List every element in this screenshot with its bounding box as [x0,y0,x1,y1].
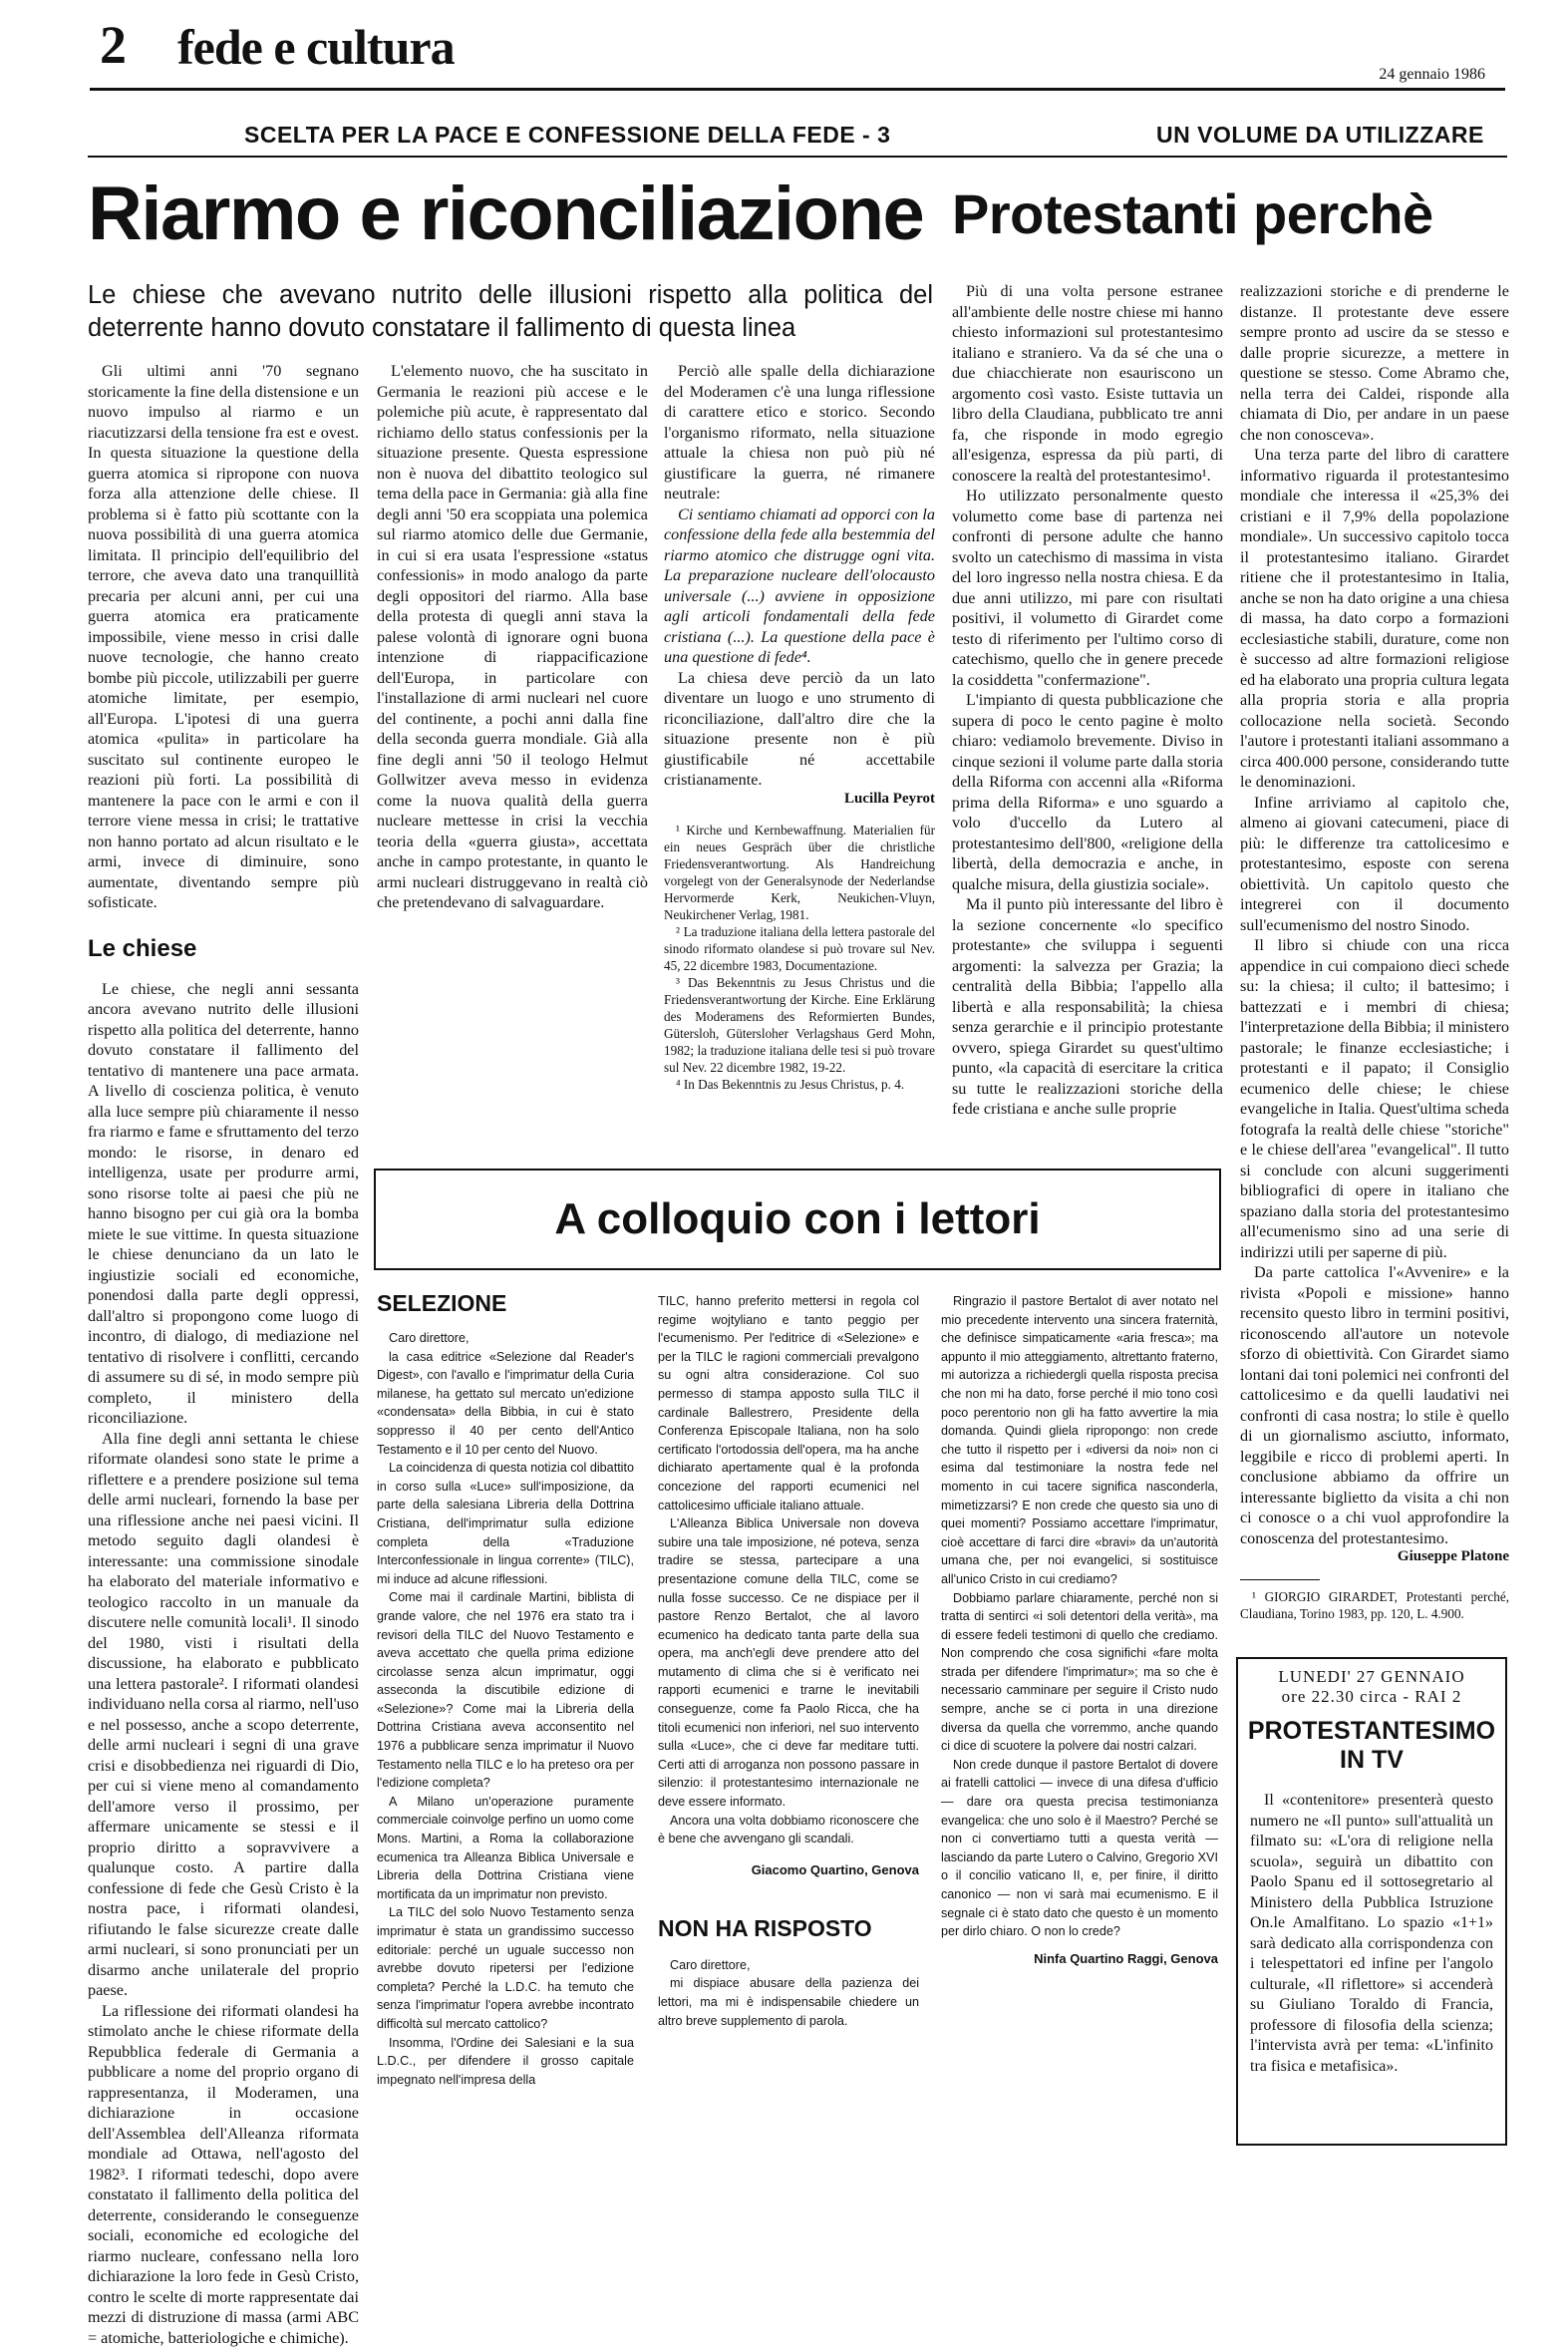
article1-subtitle: Le chiese che avevano nutrito delle illusioni rispetto alla politica del deterrente hanno dovuto constatare il fallimento di questa linea [88,279,933,345]
article1-quote: Ci sentiamo chiamati ad opporci con la confessione della fede alla bestemmia del riarmo atomico che distrugge ogni vita. La preparazione nucleare dell'olocausto universale (...) avviene in opposizione agli articoli fondamentali della fede cristiana (...). La questione della pace è una questione di fede⁴. [664,504,935,668]
article2-paragraph: Più di una volta persone estranee all'ambiente delle nostre chiese mi hanno chiesto informazioni sul protestantesimo italiano e straniero. Va da sé che una o due chiacchierate non esauriscono un argomento così vasto. Esiste tuttavia un libro della Claudiana, pubblicato tre anni fa, che risponde in modo egregio all'esigenza, espressa da più parti, di conoscere la realtà del protestantesimo¹. [952,281,1223,486]
letter-paragraph: L'Alleanza Biblica Universale non doveva subire una tale imposizione, né poteva, senza tradire se stessa, partecipare a una presentazione comune della TILC, come se nulla fosse successo. Ce ne dispiace per il pastore Renzo Bertalot, che al lavoro ecumenico ha dedicato tanta parte della sua opera, ma anch'egli deve prendere atto del mutamento di clima che si è verificato nei rapporti ecumenici e trarne le inevitabili conseguenze, come fa Paolo Ricca, che ha titoli ecumenici non inferiori, nel suo intervento sulla «Luce», che ci deve far meditare tutti. Certi atti di arroganza non possono passare in silenzio: il protestantesimo internazionale ne deve essere informato. [658,1514,919,1812]
article1-column-1 [88,361,359,2151]
letter-signature: Giacomo Quartino, Genova [658,1862,919,1877]
tv-body: Il «contenitore» presenterà questo numero ne «Il punto» sull'attualità un filmato su: «L'ora di religione nella scuola», seguirà un dibattito con Paolo Spanu ed il sottosegretario al Ministero della Pubblica Istruzione On.le Amalfitano. Lo spazio «1+1» sarà dedicato alla corrispondenza con i telespettatori ed infine per l'angolo culturale, «Il riflettore» si accenderà su Giuliano Toraldo di Francia, professore di filosofia della scienza; l'intervista avrà per tema: «L'infinito tra fisica e metafisica». [1250,1791,1493,2077]
article2-paragraph: Una terza parte del libro di carattere informativo riguarda il protestantesimo mondiale che interessa il «25,3% dei cristiani e il 7,9% della popolazione mondiale». Un successivo capitolo tocca il protestantesimo italiano. Girardet ritiene che il protestantesimo in Italia, anche se non ha dato origine a una chiesa di massa, ha dato corpo a formazioni ecclesiastiche stabili, durature, come non è successo ad altre formazioni religiose ed ha elaborato una propria cultura legata alla propria storia e alla propria collocazione nella società. Secondo l'autore i protestanti italiani assommano a circa 400.000 persone, considerando tutte le denominazioni. [1240,445,1509,793]
letter-paragraph: Non crede dunque il pastore Bertalot di dovere ai fratelli cattolici — invece di una difesa d'ufficio — dare ora questa precisa testimonianza evangelica: che uno solo è il Maestro? Perché se non ci convertiamo tutti a questa verità — lasciando da parte Lutero o Calvino, Gregorio XVI o il concilio vaticano II, e, per finire, il diritto canonico — non vi sarà mai ecumenismo. E il segnale ci è stato dato che questo è un momento per dirlo chiaro. O non lo crede? [941,1756,1218,1941]
article2-column-2 [1240,281,1509,1617]
letter-paragraph: Insomma, l'Ordine dei Salesiani e la sua L.D.C., per difendere il grosso capitale impegnato nell'impresa della [377,2034,634,2090]
article2-title: Protestanti perchè [952,181,1433,246]
letters-column-3 [941,1292,1218,2154]
footnote: ¹ Kirche und Kernbewaffnung. Materialien für ein neues Gespräch über die christliche Friedensverantwortung. Als Handreichung vorgelegt von der Generalsynode der Nederlandse Hervormerde Kerk, Neukichen-Vluyn, Neukirchener Verlag, 1981. [664,822,935,923]
article2-paragraph: Il libro si chiude con una ricca appendice in cui compaiono dieci schede su: la chiesa; il culto; il battesimo; i battezzati e i membri di chiesa; l'interpretazione della Bibbia; il ministero pastorale; le finanze ecclesiastiche; i protestanti e il papato; il Consiglio ecumenico delle chiese; le chiese evangeliche in Italia. Quest'ultima scheda fotografa la realtà delle chiese "storiche" e le chiese dell'area "evangelical". Il tutto si conclude con alcuni suggerimenti bibliografici di opere in italiano che spaziano dalla storia del protestantesimo all'ecumenismo sino ad una serie di indirizzi utili per saperne di più. [1240,935,1509,1262]
article1-paragraph: Le chiese, che negli anni sessanta ancora avevano nutrito delle illusioni rispetto alla politica del deterrente, hanno dovuto constatare il fallimento del tentativo di mantenere una pace armata. A livello di coscienza politica, è venuto alla luce sempre più chiaramente il nesso fra riarmo e fame e sfruttamento del terzo mondo: le risorse, in denaro ed intelligenza, usate per produrre armi, sono risorse tolte ai paesi che più ne hanno bisogno per cui già ora la bomba miete le sue vittime. In questa situazione le chiese denunciano da un lato le ingiustizie sociali ed economiche, ponendosi dalla parte degli oppressi, dall'altro si propongono come luogo di incontro, di dialogo, di mediazione nel tentativo di risolvere i conflitti, cercando di assumere su di sé, in modo sempre più completo, il ministero della riconciliazione. [88,979,359,1429]
article2-paragraph: realizzazioni storiche e di prenderne le distanze. Il protestante deve essere sempre pronto ad uscire da se stesso e dalle proprie sicurezze, a mettere in questione se stesso. Come Abramo che, nella terra dei Caldei, risponde alla chiamata di Dio, per andare in un paese che non conosceva». [1240,281,1509,445]
article2-paragraph: Da parte cattolica l'«Avvenire» e la rivista «Popoli e missione» hanno recensito questo libro in termini positivi, riconoscendo all'autore un notevole sforzo di obiettività. Con Girardet siamo lontani dai toni polemici nei confronti del cattolicesimo e da quelli laudativi nei confronti di casa nostra; lo stile è quello di un giornalismo asciutto, informato, leggibile e ricco di problemi aperti. In conclusione abbiamo da offrire un interessante biglietto da visita a chi non ci conosce o a chi vuol approfondire la conoscenza del protestantesimo. [1240,1262,1509,1548]
article1-paragraph: Gli ultimi anni '70 segnano storicamente la fine della distensione e un nuovo impulso al riarmo e un riacutizzarsi della tensione fra est e ovest. In questa situazione la questione della guerra atomica si ripropone con nuova forza alla attenzione delle chiese. Il problema si è fatto più scottante con la nuova possibilità di una guerra atomica limitata. Il principio dell'equilibrio del terrore, che aveva dato una tranquillità precaria per alcuni anni, per cui una guerra atomica era praticamente impossibile, viene messo in crisi dalle nuove tecnologie, che hanno creato bombe più piccole, utilizzabili per guerre atomiche limitate, per esempio, all'Europa. L'ipotesi di una guerra atomica «pulita» in particolare ha suscitato sul continente europeo le reazioni più forti. La possibilità di mantenere la pace con le armi e con il terrore viene messa in crisi; le trattative non hanno portato ad alcun risultato e le armi, invece di diminuire, sono aumentate, diventando sempre più sofisticate. [88,361,359,913]
section-title: fede e cultura [177,18,455,76]
tv-box [1236,1657,1507,2146]
letter-heading: NON HA RISPOSTO [658,1915,919,1942]
letter-paragraph: La TILC del solo Nuovo Testamento senza imprimatur è stata un grandissimo successo editoriale: perché un uguale successo non avrebbe dovuto ripetersi per l'edizione completa? Perché la L.D.C. ha temuto che senza l'imprimatur l'opera avrebbe incontrato difficoltà sul mercato cattolico? [377,1903,634,2033]
letter-paragraph: La coincidenza di questa notizia col dibattito in corso sulla «Luce» sull'imposizione, da parte della salesiana Libreria della Dottrina Cristiana, dell'imprimatur sulla edizione completa della «Traduzione Interconfessionale in lingua corrente» (TILC), mi induce ad alcune riflessioni. [377,1459,634,1588]
footnote: ¹ GIORGIO GIRARDET, Protestanti perché, Claudiana, Torino 1983, pp. 120, L. 4.900. [1240,1588,1509,1622]
article1-column-3 [664,361,935,1159]
letters-banner [374,1169,1221,1270]
article2-column-1 [952,281,1223,1159]
article1-paragraph: La chiesa deve perciò da un lato diventare un luogo e uno strumento di riconciliazione, dall'altro dire che la situazione presente non è più giustificabile né accettabile cristianamente. [664,668,935,791]
tv-title-line2: IN TV [1238,1746,1505,1775]
article1-paragraph: Perciò alle spalle della dichiarazione del Moderamen c'è una lunga riflessione di carattere etico e storico. Secondo l'organismo riformato, nella situazione attuale la chiesa non può più né giustificare la guerra, né rimanere neutrale: [664,361,935,504]
article2-paragraph: Ma il punto più interessante del libro è la sezione concernente «lo specifico protestante» che sviluppa i seguenti argomenti: la salvezza per Grazia; la centralità della Bibbia; l'appello alla libertà e alla responsabilità; la chiesa senza gerarchie e il principio protestante ovvero, spiega Girardet su quest'ultimo punto, «la capacità di esercitare la critica su tutte le realizzazioni storiche della fede cristiana e anche sulle proprie [952,894,1223,1120]
article2-paragraph: Infine arriviamo al capitolo che, almeno ai giovani catecumeni, piace di più: le differenze tra cattolicesimo e protestantesimo, esposte con serena obiettività. Un capitolo questo che integrerei con il documento sull'ecumenismo del nostro Sinodo. [1240,793,1509,936]
footnote: ³ Das Bekenntnis zu Jesus Christus und die Friedensverantwortung der Kirche. Eine Erklärung des Moderamens des Reformierten Bundes, Gütersloh, Gütersloher Verlagshaus Gerd Mohn, 1982; la traduzione italiana delle tesi si può trovare sul Nev. 22 dicembre 1982, 19-22. [664,974,935,1076]
article1-title: Riarmo e riconciliazione [88,169,923,259]
article1-signature: Lucilla Peyrot [664,791,935,808]
tv-title-line1: PROTESTANTESIMO [1238,1717,1505,1746]
letter-paragraph: mi dispiace abusare della pazienza dei lettori, ma mi è indispensabile chiedere un altro breve supplemento di parola. [658,1974,919,2030]
article2-signature: Giuseppe Platone [1240,1548,1509,1565]
letter-paragraph: Dobbiamo parlare chiaramente, perché non si tratta di sentirci «i soli detentori della verità», ma di essere fedeli testimoni di quello che crediamo. Non comprendo che cosa significhi «fare molta strada per difendere l'imprimatur»; ma so che è necessario camminare per seguire il Cristo nudo sempre, anche se ci porta in una direzione diversa da quella che vorremmo, anche quando ci dice di scuotere la polvere dai nostri calzari. [941,1589,1218,1756]
letter-paragraph: A Milano un'operazione puramente commerciale coinvolge perfino un uomo come Mons. Martini, a Roma la collaborazione ecumenica tra Alleanza Biblica Universale e Libreria della Dottrina Cristiana viene mortificata da un imprimatur non previsto. [377,1793,634,1904]
letter-signature: Ninfa Quartino Raggi, Genova [941,1951,1218,1966]
article1-paragraph: L'elemento nuovo, che ha suscitato in Germania le reazioni più accese e le polemiche più acute, è rappresentato dal richiamo dello status confessionis per la situazione presente. Questa espressione non è nuova del dibattito teologico sul tema della pace in Germania: già alla fine degli anni '50 era scoppiata una polemica sul riarmo atomico delle due Germanie, in cui si era usata l'espressione «status confessionis» in modo analogo da parte degli oppositori del riarmo. Alla base della protesta di quegli anni stava la palese volontà di ignorare ogni buona intenzione di riappacificazione dell'Europa, in particolare con l'installazione di armi nucleari nel cuore del continente, a pochi anni dalla fine della seconda guerra mondiale. Già alla fine degli anni '50 il teologo Helmut Gollwitzer aveva messo in evidenza come la nuova qualità della guerra nucleare mettesse in crisi la vecchia teoria della «guerra giusta», accettata anche in campo protestante, in quanto le armi nucleari distruggevano in realtà ciò che pretendevano di salvaguardare. [377,361,648,913]
letter-paragraph: Ancora una volta dobbiamo riconoscere che è bene che avvengano gli scandali. [658,1812,919,1848]
masthead [100,14,1515,94]
letters-column-2 [658,1292,919,2154]
masthead-rule [90,88,1505,91]
article1-paragraph: La riflessione dei riformati olandesi ha stimolato anche le chiese riformate della Repubblica federale di Germania a pubblicare a nome del proprio organo di rappresentanza, il Moderamen, una dichiarazione in occasione dell'Assemblea dell'Alleanza riformata mondiale ad Ottawa, nell'agosto del 1982³. I riformati tedeschi, dopo avere constatato il fallimento della politica del deterrente, considerando le conseguenze sociali, economiche ed ecologiche del riarmo nucleare, confessano nella loro dichiarazione la loro fede in Gesù Cristo, contro le scelte di morte rappresentate dai mezzi di distruzione di massa (armi ABC = atomiche, batteriologiche e chimiche). [88,2001,359,2348]
kicker-rule [88,156,1507,158]
tv-schedule-day: LUNEDI' 27 GENNAIO [1238,1667,1505,1687]
letter-paragraph: Ringrazio il pastore Bertalot di aver notato nel mio precedente intervento una sincera fraternità, che definisce simpaticamente «aria fresca»; ma appunto il mio atteggiamento, altrettanto fraterno, mi autorizza a richiedergli quella risposta precisa che non mi ha dato, forse perché il mio tono così poco perentorio non gli ha fatto avvertire la mia domanda. Quindi gliela ripropongo: non crede che tutto il rispetto per i «diversi da noi» non ci esima dal testimoniare la nostra fede nel momento in cui tacere significa nasconderla, mimetizzarsi? E non crede che questo sia uno di quei momenti? Possiamo accettare l'imprimatur, cioè accettare di farci dire «bravi» da un'autorità umana che, per noi evangelici, si sostituisce all'unico Cristo in cui crediamo? [941,1292,1218,1589]
article1-paragraph: Alla fine degli anni settanta le chiese riformate olandesi sono state le prime a riflettere e a prendere posizione sul tema delle armi nucleari, fornendo la base per una riflessione anche nei paesi vicini. Il metodo seguito dagli olandesi è interessante: una commissione sinodale ha elaborato del materiale informativo e teologico raccolto in un manuale da discutere nelle comunità locali¹. Il sinodo del 1980, visti i risultati della discussione, ha elaborato e pubblicato una lettera pastorale². I riformati olandesi individuano nella corsa al riarmo, nell'uso e nel possesso, anche a scopo deterrente, delle armi nucleari i segni di una grave crisi e disobbedienza nei riguardi di Dio, per cui si viene meno al comandamento dell'amore verso il prossimo, per affermare unicamente se stessi e il proprio diritto a sopravvivere a qualunque costo. A partire dalla confessione di fede che Gesù Cristo è la nostra pace, i riformati olandesi, rifiutando le false sicurezze create dalle armi nucleari, si sono pronunciati per un disarmo anche unilaterale del proprio paese. [88,1429,359,2001]
letter-paragraph: TILC, hanno preferito mettersi in regola col regime wojtyliano e tanto peggio per l'ecumenismo. Per l'editrice di «Selezione» e per la TILC le ragioni commerciali prevalgono su ogni altra considerazione. Col suo permesso di stampa apposto sulla TILC il cardinale Ballestrero, Presidente della Conferenza Episcopale Italiana, non ha solo certificato l'ortodossia dell'opera, ma ha anche dichiarato apertamente qual è la profonda concezione del rapporti ecumenici nel cattolicesimo ufficiale italiano attuale. [658,1292,919,1514]
letters-title: A colloquio con i lettori [376,1171,1219,1268]
kicker-right: UN VOLUME DA UTILIZZARE [1156,122,1484,149]
article1-column-2 [377,361,648,1159]
letter-salutation: Caro direttore, [377,1329,634,1348]
letter-heading: SELEZIONE [377,1290,634,1317]
letter-paragraph: Come mai il cardinale Martini, biblista di grande valore, che nel 1976 era stato tra i revisori della TILC del Nuovo Testamento e aveva accettato che quella prima edizione circolasse senza alcun imprimatur, oggi asseconda la discutibile edizione di «Selezione»? Come mai la Libreria della Dottrina Cristiana aveva acconsentito nel 1976 a pubblicare senza imprimatur il Nuovo Testamento nella TILC e lo ha preteso ora per l'edizione completa? [377,1588,634,1793]
article2-paragraph: L'impianto di questa pubblicazione che supera di poco le cento pagine è molto chiaro: vediamolo brevemente. Diviso in cinque sezioni il volume parte dalla storia della Riforma con accenni alla «Riforma prima della Riforma» e uno sguardo a volo d'uccello da Lutero al protestantesimo dell'800, «religione della libertà, della democrazia e anche, in qualche misura, della giustizia sociale». [952,690,1223,894]
letter-salutation: Caro direttore, [658,1956,919,1975]
article2-paragraph: Ho utilizzato personalmente questo volumetto come base di partenza nei confronti di persone adulte che hanno svolto un catechismo di massima in vista del loro ingresso nella nostra chiesa. E da due anni utilizzo, mi pare con risultati positivi, il volumetto di Girardet come testo di riferimento per l'ultimo corso di catechismo, quello che in genere precede la cosiddetta "confermazione". [952,486,1223,690]
letters-column-1 [377,1286,634,2154]
footnote: ⁴ In Das Bekenntnis zu Jesus Christus, p. 4. [664,1076,935,1093]
page-number: 2 [100,14,127,76]
section-heading: Le chiese [88,935,359,963]
kicker-left: SCELTA PER LA PACE E CONFESSIONE DELLA FEDE - 3 [244,122,890,149]
footnote: ² La traduzione italiana della lettera pastorale del sinodo riformato olandese si può trovare sul Nev. 45, 22 dicembre 1983, Documentazione. [664,923,935,974]
footnote-rule [1240,1579,1320,1580]
letter-paragraph: la casa editrice «Selezione dal Reader's Digest», con l'avallo e l'imprimatur della Curia milanese, ha gettato sul mercato un'edizione «condensata» della Bibbia, in cui è stato soppresso il 40 per cento dell'Antico Testamento e il 10 per cento del Nuovo. [377,1348,634,1460]
tv-schedule-time: ore 22.30 circa - RAI 2 [1238,1687,1505,1707]
issue-date: 24 gennaio 1986 [1379,66,1485,84]
